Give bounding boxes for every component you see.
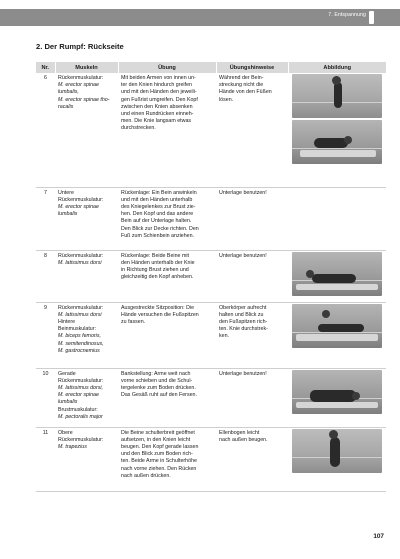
exercise-line: und den Blick zum Boden rich- <box>121 451 193 458</box>
cell-illustration <box>288 302 386 368</box>
cell-muscles <box>55 250 118 302</box>
exercise-line: zu fassen. <box>121 318 146 325</box>
muscle-line: lumbalis <box>58 211 78 218</box>
muscle-line: Rückenmuskulatur: <box>58 196 104 203</box>
exercise-line: Bein auf der Unterlage halten. <box>121 218 192 225</box>
cell-muscles <box>55 187 118 250</box>
hint-line: Unterlage benutzen! <box>219 370 267 377</box>
exercise-photo <box>292 120 382 164</box>
exercise-line: Fuß zum Schienbein anziehen. <box>121 232 195 239</box>
person-body <box>310 390 356 402</box>
exercise-line: Das Gesäß ruht auf den Fersen. <box>121 392 197 399</box>
exercise-line: vorne schieben und die Schul- <box>121 377 193 384</box>
hint-line: Oberkörper aufrecht <box>219 304 267 311</box>
exercise-line: gen Fußrist umgreifen. Den Kopf <box>121 96 198 103</box>
muscle-line: M. erector spinae <box>58 203 99 210</box>
exercise-line: Hände versuchen die Fußspitzen <box>121 311 199 318</box>
person-head <box>352 392 360 400</box>
muscle-line: M. erector spinae tho- <box>58 96 110 103</box>
exercise-line: hen. Den Kopf und das andere <box>121 211 194 218</box>
table-row <box>36 427 386 491</box>
column-header-nr: Nr. <box>36 62 55 73</box>
exercise-photo <box>292 370 382 414</box>
exercise-table <box>36 62 386 492</box>
hint-line: nach außen beugen. <box>219 436 268 443</box>
exercise-mat <box>296 334 378 341</box>
muscle-line: lumbalis <box>58 399 78 406</box>
exercise-line: in Richtung Brust ziehen und <box>121 266 189 273</box>
hint-line: Unterlage benutzen! <box>219 189 267 196</box>
muscle-line: Rückenmuskulatur: <box>58 377 104 384</box>
person-body <box>330 437 340 467</box>
muscle-line: Untere <box>58 189 74 196</box>
chapter-label: 7. Entspannung <box>328 12 366 18</box>
cell-muscles <box>55 368 118 427</box>
section-title: 2. Der Rumpf: Rückseite <box>36 42 124 51</box>
exercise-line: ter den Knien hindurch greifen <box>121 82 192 89</box>
table-row <box>36 250 386 302</box>
exercise-line: Ausgestreckte Sitzposition: Die <box>121 304 195 311</box>
muscle-line: Beinmuskulatur: <box>58 326 96 333</box>
table-row <box>36 368 386 427</box>
muscle-line: Gerade <box>58 370 76 377</box>
exercise-mat <box>296 284 378 290</box>
muscle-line: M. latissimus dorsi <box>58 259 102 266</box>
exercise-photo <box>292 304 382 348</box>
cell-illustration <box>288 427 386 491</box>
hint-line: Während der Bein- <box>219 75 264 81</box>
person-body <box>334 82 342 108</box>
muscle-line: M. trapezius <box>58 443 87 450</box>
exercise-photo <box>292 429 382 473</box>
muscle-line: Rückenmuskulatur: <box>58 75 104 81</box>
exercise-line: gleichzeitig den Kopf anheben. <box>121 274 194 281</box>
muscle-line: M. pectoralis major <box>58 413 103 420</box>
cell-exercise <box>118 73 216 187</box>
cell-hints <box>216 302 288 368</box>
hint-line: lösen. <box>219 96 234 103</box>
exercise-line: und einen Rundrücken einneh- <box>121 111 194 118</box>
floor-line <box>292 148 382 149</box>
exercise-line: und mit den Händen unterhalb <box>121 196 193 203</box>
person-head <box>322 310 330 318</box>
exercise-photo <box>292 74 382 118</box>
cell-muscles <box>55 73 118 187</box>
exercise-line: des Kniegelenkes zur Brust zie- <box>121 203 196 210</box>
table-row <box>36 302 386 368</box>
cell-hints <box>216 427 288 491</box>
muscle-line: M. erector spinae <box>58 392 99 399</box>
exercise-mat <box>300 150 376 157</box>
cell-nr: 10 <box>42 370 49 377</box>
exercise-line: tergelenke zum Boden drücken. <box>121 384 196 391</box>
cell-illustration <box>288 250 386 302</box>
hint-line: Ellenbogen leicht <box>219 429 260 436</box>
cell-hints <box>216 73 288 187</box>
muscle-line: Rückenmuskulatur: <box>58 304 104 311</box>
exercise-line: aufsetzen, in den Knien leicht <box>121 436 191 443</box>
cell-exercise <box>118 187 216 250</box>
muscle-line: M. biceps femoris, <box>58 333 101 340</box>
person-body <box>318 324 364 332</box>
cell-exercise <box>118 427 216 491</box>
hint-line: ten. Knie durchstrek- <box>219 326 268 333</box>
cell-exercise <box>118 302 216 368</box>
person-head <box>332 76 341 85</box>
muscle-line: M. semitendinosus, <box>58 340 104 347</box>
exercise-line: durchstrecken. <box>121 125 156 132</box>
table-row <box>36 187 386 250</box>
chapter-tab-marker <box>369 11 374 24</box>
cell-muscles <box>55 427 118 491</box>
table-header-row <box>36 62 386 73</box>
muscle-line: M. gastrocnemius <box>58 347 100 354</box>
exercise-line: nach vorne ziehen. Den Rücken <box>121 465 197 472</box>
page-number: 107 <box>373 533 384 540</box>
person-head <box>344 136 352 144</box>
cell-hints <box>216 250 288 302</box>
table-row <box>36 73 386 187</box>
person-head <box>306 270 314 278</box>
muscle-line: M. latissimus dorsi, <box>58 384 104 391</box>
exercise-photo <box>292 252 382 296</box>
exercise-mat <box>296 402 378 408</box>
person-body <box>312 274 356 283</box>
muscle-line: Obere <box>58 429 73 436</box>
cell-nr: 7 <box>44 189 47 196</box>
muscle-line: Rückenmuskulatur: <box>58 252 104 259</box>
muscle-line: Rückenmuskulatur: <box>58 436 104 443</box>
column-header-exercise: Übung <box>118 62 216 73</box>
column-header-hints: Übungshinweise <box>216 62 288 73</box>
floor-line <box>292 332 382 333</box>
exercise-line: ten. Beide Arme in Schulterhöhe <box>121 458 197 465</box>
exercise-line: beugen. Den Kopf gerade lassen <box>121 443 199 450</box>
exercise-line: nach außen drücken. <box>121 472 171 479</box>
hint-line: Hände von den Füßen <box>219 89 272 96</box>
chapter-header-bar <box>0 9 400 26</box>
muscle-line: racalis <box>58 103 74 110</box>
exercise-line: men. Die Knie langsam etwas <box>121 118 192 125</box>
muscle-line: Brustmuskulatur: <box>58 406 98 413</box>
hint-line: ken. <box>219 333 230 340</box>
cell-nr: 11 <box>42 429 49 436</box>
exercise-line: Mit beiden Armen von innen un- <box>121 75 196 81</box>
person-body <box>314 138 348 148</box>
exercise-line: den Händen unterhalb der Knie <box>121 259 195 266</box>
hint-line: halten und Blick zu <box>219 311 264 318</box>
hint-line: streckung nicht die <box>219 82 264 89</box>
cell-hints <box>216 187 288 250</box>
cell-muscles <box>55 302 118 368</box>
exercise-line: Rückenlage: Ein Bein anwinkeln <box>121 189 197 196</box>
hint-line: Unterlage benutzen! <box>219 252 267 259</box>
cell-exercise <box>118 368 216 427</box>
muscle-line: M. erector spinae <box>58 82 99 89</box>
exercise-line: Den Blick zur Decke richten. Den <box>121 225 199 232</box>
hint-line: den Fußspitzen rich- <box>219 318 268 325</box>
muscle-line: M. latissimus dorsi <box>58 311 102 318</box>
column-header-muscles: Muskeln <box>55 62 118 73</box>
cell-exercise <box>118 250 216 302</box>
exercise-line: Bankstellung: Arme weit nach <box>121 370 191 377</box>
cell-illustration <box>288 73 386 187</box>
person-head <box>329 430 338 439</box>
cell-illustration <box>288 368 386 427</box>
cell-nr: 9 <box>44 304 47 311</box>
cell-hints <box>216 368 288 427</box>
muscle-line: lumbalis, <box>58 89 79 96</box>
exercise-line: Rückenlage: Beide Beine mit <box>121 252 190 259</box>
cell-nr: 8 <box>44 252 47 259</box>
cell-illustration <box>288 187 386 250</box>
cell-nr: 6 <box>44 75 47 81</box>
exercise-line: zwischen den Knien absenken <box>121 103 193 110</box>
exercise-line: und mit den Händen den jeweili- <box>121 89 197 96</box>
column-header-illustration: Abbildung <box>288 62 386 73</box>
exercise-line: Die Beine schulterbreit geöffnet <box>121 429 195 436</box>
muscle-line: Hintere <box>58 318 76 325</box>
